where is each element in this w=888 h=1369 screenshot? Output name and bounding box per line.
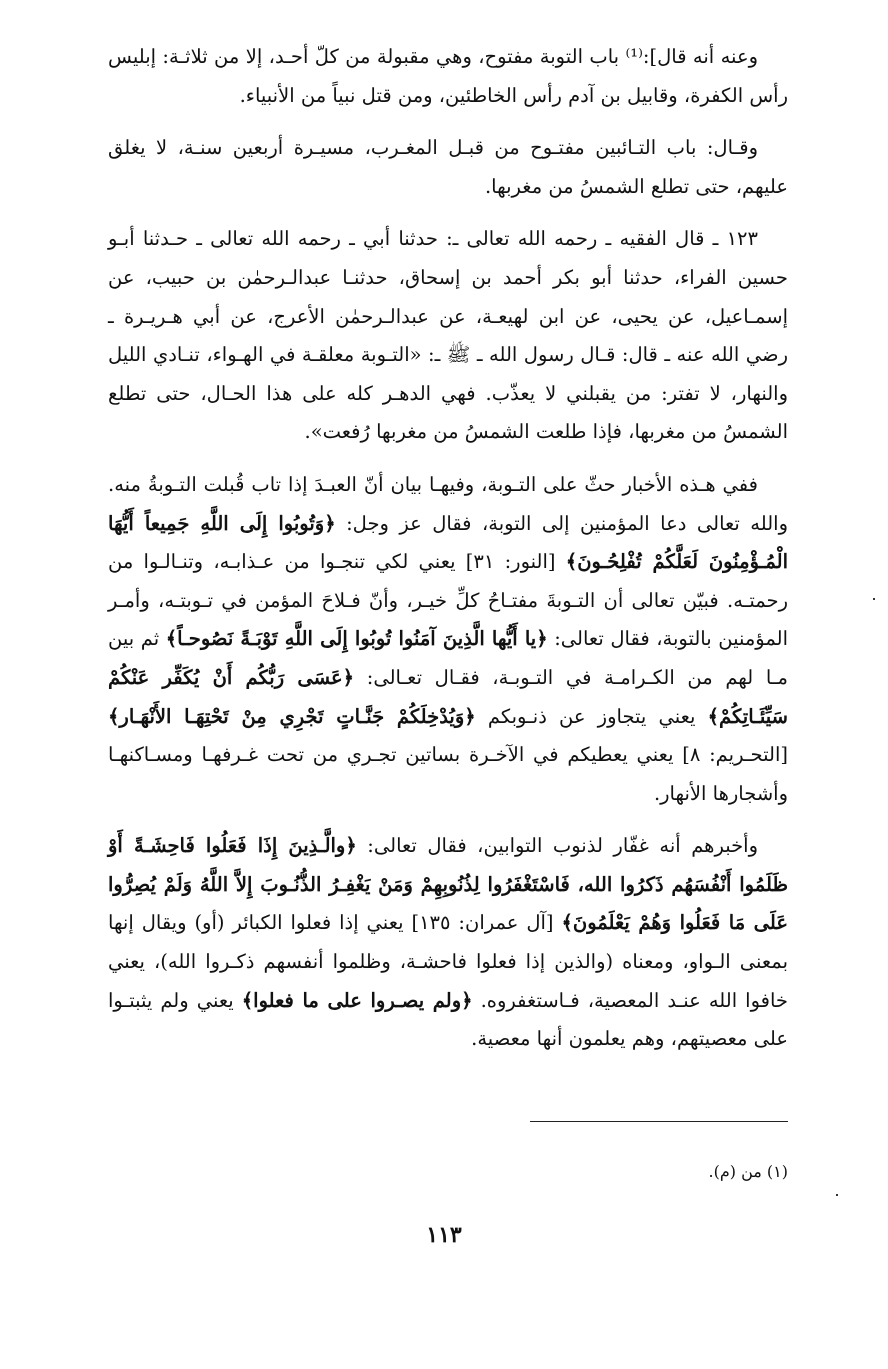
text-run: [آل عمران: ١٣٥] يعني إذا فعلوا الكبائر (أو) ويقال إنها بمعنى الـواو، ومعناه (والذين إذا فعلوا فاحشـة، وظلموا أنفسهم ذكـروا الله)، يعني خافوا الله عنـد المعصية، فـاستغفروه. <box>108 911 788 1012</box>
text-run: وأخبرهم أنه غفّار لذنوب التوابين، فقال تعالى: <box>356 834 758 858</box>
footnote-marker: ⁽¹⁾ <box>625 45 643 68</box>
text-run: يعني يتجاوز عن ذنـوبكم <box>475 704 708 728</box>
text-run: باب التوبة مفتوح، وهي مقبولة من كلّ أحـد، إلا من ثلاثـة: إبليس رأس الكفرة، وقابيل بن آدم رأس الخاطئين، ومن قتل نبياً من الأنبياء. <box>108 45 788 107</box>
quran-verse: ﴿وَتُوبُوا إِلَى اللَّهِ جَمِيعاً أَيُّهَا الْمُـؤْمِنُونَ لَعَلَّكُمْ تُفْلِحُـونَ﴾ <box>108 511 789 574</box>
main-text <box>108 38 788 1073</box>
scan-speck <box>836 1194 838 1196</box>
quran-verse: ﴿عَسَى رَبُّكُم أَنْ يُكَفِّر عَنْكُمْ سَيِّئَـاتِكُمْ﴾ <box>108 665 788 728</box>
text-run: وقـال: باب التـائبين مفتـوح من قبـل المغـرب، مسيـرة أربعين سنـة، لا يغلق عليهم، حتى تطلع الشمسُ من مغربها. <box>108 136 788 198</box>
paragraph-1 <box>108 38 788 115</box>
text-run: ففي هـذه الأخبار حثّ على التـوبة، وفيهـا بيان أنّ العبـدَ إذا تاب قُبلت التـوبةُ منه. والله تعالى دعا المؤمنين إلى التوبة، فقال عز وجل: <box>108 472 788 535</box>
footnote-divider <box>530 1121 788 1122</box>
page-number: ١١٣ <box>426 1222 462 1248</box>
text-run: ١٢٣ ـ قال الفقيه ـ رحمه الله تعالى ـ: حدثنا أبي ـ رحمه الله تعالى ـ حـدثنا أبـو حسين الفراء، حدثنا أبو بكر أحمد بن إسحاق، حدثنـا عبدالـرحمٰن بن حبيب، عن إسمـاعيل، عن يحيى، عن ابن لهيعـة، عن عبدالـرحمٰن الأعرج، عن أبي هـريـرة ـ رضي الله عنه ـ قال: قـال رسول الله ـ ﷺ ـ: «التـوبة معلقـة في الهـواء، تنـادي الليل والنهار، لا تفتر: من يقبلني لا يعذّب. فهي الدهـر كله على هذا الحـال، حتى تطلع الشمسُ من مغربها، فإذا طلعت الشمسُ من مغربها رُفعت». <box>108 227 788 444</box>
text-run: [التحـريم: ٨] يعني يعطيكم في الآخـرة بساتين تجـري من تحت غـرفهـا ومسـاكنهـا وأشجارها الأنهار. <box>108 743 788 805</box>
scan-speck <box>873 598 875 600</box>
quran-verse: ﴿يا أَيُّها الَّذِينَ آمَنُوا تُوبُوا إِلَى اللَّهِ تَوْبَـةً نَصُوحـاً﴾ <box>165 627 548 651</box>
text-run: ثم بين مـا لهم من الكـرامـة في التـوبـة، فقـال تعـالى: <box>108 627 788 689</box>
paragraph-2 <box>108 129 788 206</box>
paragraph-5 <box>108 827 788 1059</box>
text-run: يعني ولم يثبتـوا على معصيتهم، وهم يعلمون أنها معصية. <box>108 988 788 1051</box>
quran-verse: ﴿وَيُدْخِلَكُمْ جَنَّـاتٍ تَجْرِي مِنْ تَحْتِهَـا الأَنْهَـار﴾ <box>108 704 476 728</box>
text-run: وعنه أنه قال]: <box>642 45 758 68</box>
quran-verse: ﴿ولم يصـروا على ما فعلوا﴾ <box>241 988 473 1012</box>
quran-verse: ﴿والَّـذِينَ إِذَا فَعَلُوا فَاحِشَـةً أَوْ ظَلَمُوا أَنْفُسَهُم ذَكرُوا الله، فَاسْتَغْفَرُوا لِذُنُوبِهِمْ وَمَنْ يَغْفِـرُ الذُّنُـوبَ إِلاَّ اللَّهُ وَلَمْ يُصِرُّوا عَلَى مَا فَعَلُوا وَهُمْ يَعْلَمُونَ﴾ <box>108 834 789 935</box>
text-run: [النور: ٣١] يعني لكي تنجـوا من عـذابـه، وتنـالـوا من رحمتـه. فبيّن تعالى أن التـوبةَ مفتـاحُ كلِّ خيـر، وأنّ فـلاحَ المؤمن في تـوبتـه، وأمـر المؤمنين بالتوبة، فقال تعالى: <box>108 550 788 651</box>
paragraph-4 <box>108 466 788 813</box>
paragraph-3 <box>108 220 788 452</box>
footnote: (١) من (م). <box>708 1162 788 1181</box>
